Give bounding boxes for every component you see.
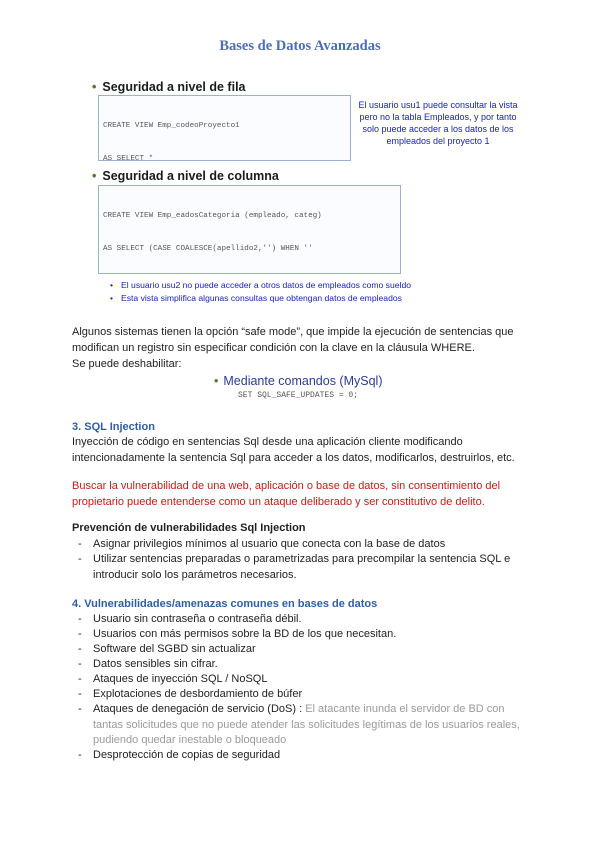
list-item-text: Usuario sin contraseña o contraseña débil. xyxy=(93,613,302,625)
list-item-text: Desprotección de copias de seguridad xyxy=(93,749,281,761)
dash-icon: - xyxy=(78,628,82,640)
safe-mode-paragraph: Algunos sistemas tienen la opción “safe mode”, que impide la ejecución de sentencias que modifican un registro sin especificar condición con la clave en la cláusula WHERE. xyxy=(72,326,514,354)
list-item xyxy=(78,537,513,553)
dash-icon: - xyxy=(78,673,82,685)
list-item xyxy=(78,657,513,673)
list-item-text: Usuarios con más permisos sobre la BD de los que necesitan. xyxy=(93,628,397,640)
mysql-heading xyxy=(214,374,383,388)
column-security-code xyxy=(98,185,401,274)
mysql-heading-text: Mediante comandos (MySql) xyxy=(223,374,383,388)
list-item xyxy=(78,612,513,628)
code-line: CREATE VIEW Emp_codeoProyecto1 xyxy=(103,122,240,130)
list-item xyxy=(78,748,513,764)
column-bullet-text: El usuario usu2 no puede acceder a otros datos de empleados como sueldo xyxy=(121,280,412,290)
list-item xyxy=(78,687,513,703)
sql-injection-text: Inyección de código en sentencias Sql desde una aplicación cliente modificando intencionadamente la sentencia Sql para acceder a los datos, modificarlos, destruirlos, etc. xyxy=(72,436,515,464)
bullet-dot-icon: • xyxy=(110,280,114,290)
list-item-text: Datos sensibles sin cifrar. xyxy=(93,658,218,670)
dash-icon: - xyxy=(78,538,82,550)
list-item-text: Ataques de inyección SQL / NoSQL xyxy=(93,673,268,685)
dash-icon: - xyxy=(78,553,82,565)
dash-icon: - xyxy=(78,703,82,715)
code-line: CREATE VIEW Emp_eadosCategoria (empleado, categ) xyxy=(103,212,322,220)
bullet-dot-icon: • xyxy=(92,169,97,183)
safe-mode-disable: Se puede deshabilitar: xyxy=(72,358,182,370)
list-item-text: Explotaciones de desbordamiento de búfer xyxy=(93,688,303,700)
row-security-note: El usuario usu1 puede consultar la vista pero no la tabla Empleados, y por tanto solo puede acceder a los datos de los empleados del proyecto 1 xyxy=(358,100,518,146)
legal-warning: Buscar la vulnerabilidad de una web, aplicación o base de datos, sin consentimiento del propietario puede entenderse como un ataque deliberado y ser constitutivo de delito. xyxy=(72,480,501,508)
sql-injection-heading: 3. SQL Injection xyxy=(72,421,155,433)
mysql-command: SET SQL_SAFE_UPDATES = 0; xyxy=(238,391,359,400)
list-item-text: Utilizar sentencias preparadas o parametrizadas para precompilar la sentencia SQL e introducir solo los parámetros necesarios. xyxy=(93,553,511,581)
list-item-dos xyxy=(78,702,533,749)
row-security-heading xyxy=(92,80,246,94)
list-item xyxy=(78,552,528,583)
dash-icon: - xyxy=(78,613,82,625)
column-security-heading xyxy=(92,169,279,183)
dash-icon: - xyxy=(78,749,82,761)
row-security-code xyxy=(98,95,351,161)
dos-detail: El atacante inunda el servidor de BD con tantas solicitudes que no puede atender las solicitudes legítimas de los usuarios reales, pudiendo quedar inestable o bloqueado xyxy=(93,703,520,746)
bullet-dot-icon: • xyxy=(110,293,114,303)
dash-icon: - xyxy=(78,658,82,670)
dos-label: Ataques de denegación de servicio (DoS) : xyxy=(93,703,303,715)
column-security-heading-text: Seguridad a nivel de columna xyxy=(102,169,279,183)
list-item-text: Software del SGBD sin actualizar xyxy=(93,643,256,655)
bullet-dot-icon: • xyxy=(214,374,219,388)
dash-icon: - xyxy=(78,643,82,655)
prevention-heading: Prevención de vulnerabilidades Sql Injection xyxy=(72,522,306,534)
row-security-heading-text: Seguridad a nivel de fila xyxy=(102,80,246,94)
dash-icon: - xyxy=(78,688,82,700)
list-item xyxy=(78,642,513,658)
column-bullet xyxy=(110,293,402,303)
code-line: AS SELECT (CASE COALESCE(apellido2,'') WHEN '' xyxy=(103,245,313,253)
list-item xyxy=(78,627,513,643)
bullet-dot-icon: • xyxy=(92,80,97,94)
column-bullet-text: Esta vista simplifica algunas consultas que obtengan datos de empleados xyxy=(121,293,402,303)
vulnerabilities-heading: 4. Vulnerabilidades/amenazas comunes en bases de datos xyxy=(72,598,378,610)
column-bullet xyxy=(110,280,411,290)
code-line: AS SELECT * xyxy=(103,155,154,161)
list-item-text: Asignar privilegios mínimos al usuario que conecta con la base de datos xyxy=(93,538,446,550)
page-title: Bases de Datos Avanzadas xyxy=(219,38,381,54)
list-item xyxy=(78,672,513,688)
